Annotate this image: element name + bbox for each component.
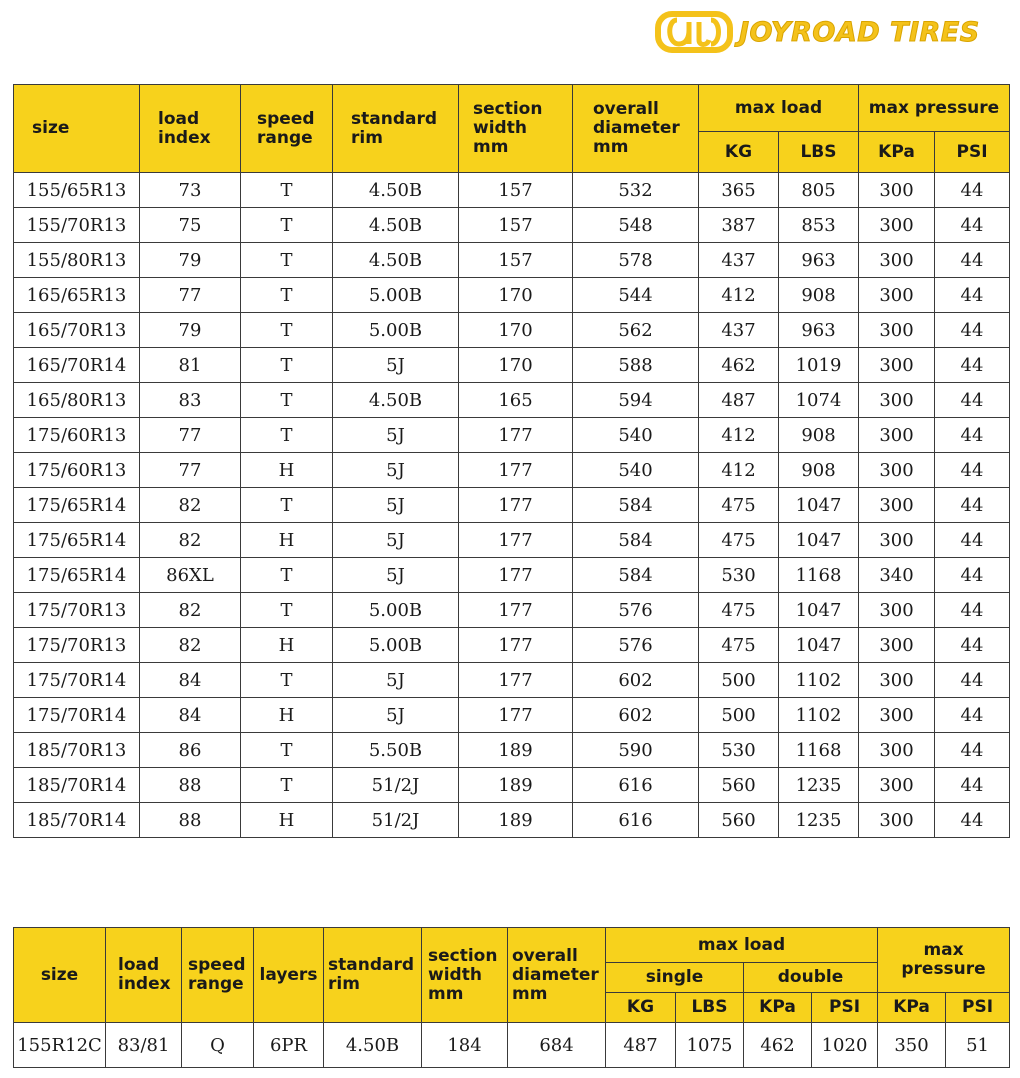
cell-standard-rim: 4.50B	[333, 173, 459, 208]
header-speed-range: speed range	[182, 928, 254, 1023]
cell-standard-rim: 4.50B	[333, 208, 459, 243]
cell-max-pressure-kpa: 300	[859, 418, 935, 453]
cell-max-pressure-psi: 44	[935, 278, 1010, 313]
cell-size: 185/70R13	[14, 733, 140, 768]
cell-overall-diameter: 540	[573, 418, 699, 453]
cell-standard-rim: 5J	[333, 418, 459, 453]
cell-load-index: 75	[140, 208, 241, 243]
header-max-load: max load	[699, 85, 859, 132]
cell-max-pressure-psi: 51	[946, 1023, 1010, 1068]
cell-speed-range: T	[241, 208, 333, 243]
cell-size: 175/65R14	[14, 523, 140, 558]
cell-max-pressure-kpa: 300	[859, 698, 935, 733]
cell-max-load-kg: 530	[699, 733, 779, 768]
cell-max-pressure-kpa: 300	[859, 663, 935, 698]
brand-name: JOYROAD TIRES	[739, 16, 980, 48]
cell-load-index: 81	[140, 348, 241, 383]
cell-max-pressure-kpa: 300	[859, 243, 935, 278]
cell-max-load-kg: 530	[699, 558, 779, 593]
cell-load-index: 88	[140, 803, 241, 838]
commercial-tire-spec-table	[13, 927, 1010, 1068]
table-row	[14, 593, 1010, 628]
header-double: double	[744, 963, 878, 993]
cell-max-pressure-kpa: 300	[859, 173, 935, 208]
cell-double-kpa: 462	[744, 1023, 812, 1068]
table-row	[14, 733, 1010, 768]
cell-max-load-lbs: 908	[779, 278, 859, 313]
tire-spec-table-body	[14, 173, 1010, 838]
cell-max-pressure-psi: 44	[935, 208, 1010, 243]
table-row	[14, 628, 1010, 663]
cell-max-pressure-kpa: 300	[859, 488, 935, 523]
cell-max-load-kg: 560	[699, 768, 779, 803]
cell-max-load-kg: 560	[699, 803, 779, 838]
cell-size: 165/65R13	[14, 278, 140, 313]
cell-section-width: 157	[459, 173, 573, 208]
cell-speed-range: T	[241, 733, 333, 768]
header-kpa-load: KPa	[744, 993, 812, 1023]
header-lbs: LBS	[676, 993, 744, 1023]
cell-overall-diameter: 584	[573, 558, 699, 593]
cell-max-pressure-psi: 44	[935, 418, 1010, 453]
cell-overall-diameter: 616	[573, 768, 699, 803]
table-row	[14, 803, 1010, 838]
header-psi-load: PSI	[812, 993, 878, 1023]
cell-max-load-lbs: 908	[779, 418, 859, 453]
cell-overall-diameter: 540	[573, 453, 699, 488]
cell-speed-range: H	[241, 628, 333, 663]
cell-max-load-lbs: 1047	[779, 593, 859, 628]
cell-size: 165/70R14	[14, 348, 140, 383]
cell-max-load-kg: 475	[699, 488, 779, 523]
cell-speed-range: T	[241, 383, 333, 418]
cell-max-load-lbs: 1168	[779, 733, 859, 768]
header-psi: PSI	[946, 993, 1010, 1023]
header-psi: PSI	[935, 132, 1010, 173]
cell-overall-diameter: 548	[573, 208, 699, 243]
cell-max-pressure-kpa: 340	[859, 558, 935, 593]
cell-standard-rim: 5J	[333, 663, 459, 698]
cell-overall-diameter: 588	[573, 348, 699, 383]
cell-standard-rim: 4.50B	[333, 243, 459, 278]
cell-overall-diameter: 584	[573, 523, 699, 558]
cell-size: 175/65R14	[14, 558, 140, 593]
cell-size: 175/60R13	[14, 418, 140, 453]
cell-max-load-lbs: 908	[779, 453, 859, 488]
table-row	[14, 523, 1010, 558]
cell-max-pressure-kpa: 350	[878, 1023, 946, 1068]
cell-max-pressure-kpa: 300	[859, 453, 935, 488]
cell-max-load-kg: 462	[699, 348, 779, 383]
cell-size: 155/65R13	[14, 173, 140, 208]
cell-standard-rim: 5.00B	[333, 278, 459, 313]
cell-max-load-kg: 387	[699, 208, 779, 243]
cell-max-load-lbs: 805	[779, 173, 859, 208]
cell-max-pressure-kpa: 300	[859, 348, 935, 383]
cell-section-width: 177	[459, 418, 573, 453]
cell-max-load-kg: 500	[699, 698, 779, 733]
table-row	[14, 278, 1010, 313]
cell-size: 165/70R13	[14, 313, 140, 348]
cell-max-load-kg: 412	[699, 278, 779, 313]
header-standard-rim: standard rim	[324, 928, 422, 1023]
cell-section-width: 177	[459, 488, 573, 523]
cell-load-index: 77	[140, 418, 241, 453]
cell-load-index: 84	[140, 663, 241, 698]
cell-section-width: 177	[459, 663, 573, 698]
cell-max-load-kg: 412	[699, 418, 779, 453]
cell-max-load-kg: 365	[699, 173, 779, 208]
cell-max-load-lbs: 1074	[779, 383, 859, 418]
cell-load-index: 86	[140, 733, 241, 768]
cell-max-load-kg: 475	[699, 628, 779, 663]
brand-logo	[655, 10, 980, 54]
cell-size: 185/70R14	[14, 803, 140, 838]
cell-standard-rim: 5.00B	[333, 593, 459, 628]
cell-speed-range: T	[241, 663, 333, 698]
header-section-width: section width mm	[422, 928, 508, 1023]
cell-max-load-lbs: 853	[779, 208, 859, 243]
tire-spec-table	[13, 84, 1010, 838]
table-row	[14, 348, 1010, 383]
cell-load-index: 82	[140, 593, 241, 628]
cell-max-load-lbs: 963	[779, 313, 859, 348]
cell-speed-range: H	[241, 698, 333, 733]
table-row	[14, 558, 1010, 593]
cell-max-pressure-psi: 44	[935, 628, 1010, 663]
cell-load-index: 86XL	[140, 558, 241, 593]
cell-load-index: 83	[140, 383, 241, 418]
cell-section-width: 170	[459, 348, 573, 383]
table-row	[14, 663, 1010, 698]
cell-max-load-lbs: 1102	[779, 698, 859, 733]
cell-standard-rim: 5J	[333, 348, 459, 383]
cell-size: 175/70R14	[14, 698, 140, 733]
header-overall-diameter: overall diameter mm	[573, 85, 699, 173]
header-speed-range: speed range	[241, 85, 333, 173]
cell-load-index: 83/81	[106, 1023, 182, 1068]
cell-overall-diameter: 562	[573, 313, 699, 348]
header-lbs: LBS	[779, 132, 859, 173]
cell-speed-range: T	[241, 243, 333, 278]
cell-max-pressure-psi: 44	[935, 348, 1010, 383]
cell-speed-range: H	[241, 453, 333, 488]
cell-max-pressure-kpa: 300	[859, 313, 935, 348]
cell-standard-rim: 51/2J	[333, 803, 459, 838]
header-load-index: load index	[106, 928, 182, 1023]
cell-size: 175/70R13	[14, 628, 140, 663]
cell-max-pressure-psi: 44	[935, 803, 1010, 838]
table-row	[14, 768, 1010, 803]
cell-standard-rim: 5J	[333, 453, 459, 488]
cell-max-pressure-psi: 44	[935, 593, 1010, 628]
cell-max-load-lbs: 1102	[779, 663, 859, 698]
cell-max-pressure-kpa: 300	[859, 593, 935, 628]
table-row	[14, 488, 1010, 523]
cell-overall-diameter: 576	[573, 593, 699, 628]
cell-overall-diameter: 578	[573, 243, 699, 278]
header-load-index: load index	[140, 85, 241, 173]
cell-speed-range: Q	[182, 1023, 254, 1068]
cell-max-load-lbs: 1019	[779, 348, 859, 383]
cell-max-pressure-kpa: 300	[859, 383, 935, 418]
cell-max-load-lbs: 1235	[779, 803, 859, 838]
cell-max-pressure-psi: 44	[935, 383, 1010, 418]
cell-max-pressure-kpa: 300	[859, 278, 935, 313]
cell-speed-range: T	[241, 418, 333, 453]
header-kg: KG	[606, 993, 676, 1023]
cell-standard-rim: 51/2J	[333, 768, 459, 803]
cell-standard-rim: 4.50B	[324, 1023, 422, 1068]
header-size: size	[14, 85, 140, 173]
cell-size: 165/80R13	[14, 383, 140, 418]
table-row	[14, 418, 1010, 453]
cell-overall-diameter: 590	[573, 733, 699, 768]
cell-speed-range: T	[241, 558, 333, 593]
header-size: size	[14, 928, 106, 1023]
header-section-width: section width mm	[459, 85, 573, 173]
cell-overall-diameter: 544	[573, 278, 699, 313]
cell-speed-range: H	[241, 523, 333, 558]
header-kpa: KPa	[859, 132, 935, 173]
cell-load-index: 82	[140, 488, 241, 523]
table-row	[14, 698, 1010, 733]
cell-load-index: 84	[140, 698, 241, 733]
cell-overall-diameter: 594	[573, 383, 699, 418]
cell-load-index: 82	[140, 628, 241, 663]
cell-max-load-kg: 475	[699, 523, 779, 558]
cell-max-pressure-kpa: 300	[859, 523, 935, 558]
cell-size: 175/65R14	[14, 488, 140, 523]
cell-max-load-lbs: 1168	[779, 558, 859, 593]
cell-standard-rim: 5.50B	[333, 733, 459, 768]
header-single: single	[606, 963, 744, 993]
cell-max-pressure-psi: 44	[935, 313, 1010, 348]
cell-max-pressure-psi: 44	[935, 173, 1010, 208]
cell-max-pressure-kpa: 300	[859, 208, 935, 243]
cell-max-pressure-kpa: 300	[859, 733, 935, 768]
cell-speed-range: T	[241, 313, 333, 348]
cell-max-pressure-kpa: 300	[859, 803, 935, 838]
cell-max-pressure-psi: 44	[935, 698, 1010, 733]
table-row	[14, 173, 1010, 208]
cell-double-psi: 1020	[812, 1023, 878, 1068]
cell-layers: 6PR	[254, 1023, 324, 1068]
cell-single-lbs: 1075	[676, 1023, 744, 1068]
header-standard-rim: standard rim	[333, 85, 459, 173]
cell-max-pressure-psi: 44	[935, 733, 1010, 768]
cell-section-width: 177	[459, 523, 573, 558]
table-row	[14, 453, 1010, 488]
cell-max-load-lbs: 1047	[779, 488, 859, 523]
cell-load-index: 77	[140, 278, 241, 313]
table-row	[14, 313, 1010, 348]
cell-standard-rim: 5.00B	[333, 628, 459, 663]
cell-section-width: 189	[459, 803, 573, 838]
cell-speed-range: T	[241, 348, 333, 383]
cell-standard-rim: 5J	[333, 523, 459, 558]
cell-max-pressure-psi: 44	[935, 243, 1010, 278]
joyroad-logo-icon	[655, 10, 735, 54]
cell-load-index: 82	[140, 523, 241, 558]
cell-speed-range: T	[241, 768, 333, 803]
table-row	[14, 243, 1010, 278]
cell-size: 175/70R14	[14, 663, 140, 698]
cell-size: 155R12C	[14, 1023, 106, 1068]
cell-overall-diameter: 684	[508, 1023, 606, 1068]
cell-max-load-lbs: 1047	[779, 523, 859, 558]
cell-section-width: 189	[459, 768, 573, 803]
cell-max-load-kg: 487	[699, 383, 779, 418]
cell-load-index: 77	[140, 453, 241, 488]
table-row	[14, 383, 1010, 418]
cell-max-load-lbs: 1047	[779, 628, 859, 663]
cell-size: 175/60R13	[14, 453, 140, 488]
header-max-load: max load	[606, 928, 878, 963]
cell-load-index: 79	[140, 313, 241, 348]
cell-max-load-kg: 475	[699, 593, 779, 628]
cell-overall-diameter: 616	[573, 803, 699, 838]
cell-overall-diameter: 602	[573, 663, 699, 698]
cell-speed-range: T	[241, 173, 333, 208]
cell-max-load-kg: 412	[699, 453, 779, 488]
cell-overall-diameter: 584	[573, 488, 699, 523]
cell-max-pressure-psi: 44	[935, 523, 1010, 558]
cell-size: 175/70R13	[14, 593, 140, 628]
table-row	[14, 1023, 1010, 1068]
cell-max-load-kg: 437	[699, 313, 779, 348]
cell-standard-rim: 5J	[333, 488, 459, 523]
table-row	[14, 208, 1010, 243]
header-overall-diameter: overall diameter mm	[508, 928, 606, 1023]
header-kpa: KPa	[878, 993, 946, 1023]
cell-max-load-kg: 500	[699, 663, 779, 698]
cell-section-width: 177	[459, 558, 573, 593]
cell-speed-range: T	[241, 278, 333, 313]
cell-single-kg: 487	[606, 1023, 676, 1068]
cell-max-load-kg: 437	[699, 243, 779, 278]
cell-overall-diameter: 576	[573, 628, 699, 663]
cell-max-pressure-kpa: 300	[859, 768, 935, 803]
cell-speed-range: T	[241, 488, 333, 523]
cell-size: 155/80R13	[14, 243, 140, 278]
cell-max-pressure-psi: 44	[935, 663, 1010, 698]
cell-load-index: 79	[140, 243, 241, 278]
commercial-tire-spec-table-body	[14, 1023, 1010, 1068]
cell-overall-diameter: 532	[573, 173, 699, 208]
cell-max-pressure-psi: 44	[935, 768, 1010, 803]
cell-max-pressure-psi: 44	[935, 558, 1010, 593]
header-layers: layers	[254, 928, 324, 1023]
cell-max-load-lbs: 963	[779, 243, 859, 278]
cell-section-width: 157	[459, 243, 573, 278]
cell-standard-rim: 5J	[333, 698, 459, 733]
cell-speed-range: T	[241, 593, 333, 628]
cell-max-pressure-psi: 44	[935, 453, 1010, 488]
cell-standard-rim: 5.00B	[333, 313, 459, 348]
header-max-pressure: max pressure	[859, 85, 1010, 132]
cell-section-width: 157	[459, 208, 573, 243]
cell-section-width: 189	[459, 733, 573, 768]
cell-section-width: 177	[459, 593, 573, 628]
cell-section-width: 170	[459, 313, 573, 348]
cell-max-pressure-kpa: 300	[859, 628, 935, 663]
cell-section-width: 170	[459, 278, 573, 313]
cell-section-width: 184	[422, 1023, 508, 1068]
cell-speed-range: H	[241, 803, 333, 838]
cell-max-pressure-psi: 44	[935, 488, 1010, 523]
cell-standard-rim: 4.50B	[333, 383, 459, 418]
cell-section-width: 177	[459, 453, 573, 488]
cell-section-width: 165	[459, 383, 573, 418]
cell-load-index: 73	[140, 173, 241, 208]
cell-size: 155/70R13	[14, 208, 140, 243]
cell-load-index: 88	[140, 768, 241, 803]
cell-standard-rim: 5J	[333, 558, 459, 593]
header-max-pressure: max pressure	[878, 928, 1010, 993]
cell-section-width: 177	[459, 628, 573, 663]
cell-section-width: 177	[459, 698, 573, 733]
header-kg: KG	[699, 132, 779, 173]
cell-max-load-lbs: 1235	[779, 768, 859, 803]
cell-size: 185/70R14	[14, 768, 140, 803]
cell-overall-diameter: 602	[573, 698, 699, 733]
